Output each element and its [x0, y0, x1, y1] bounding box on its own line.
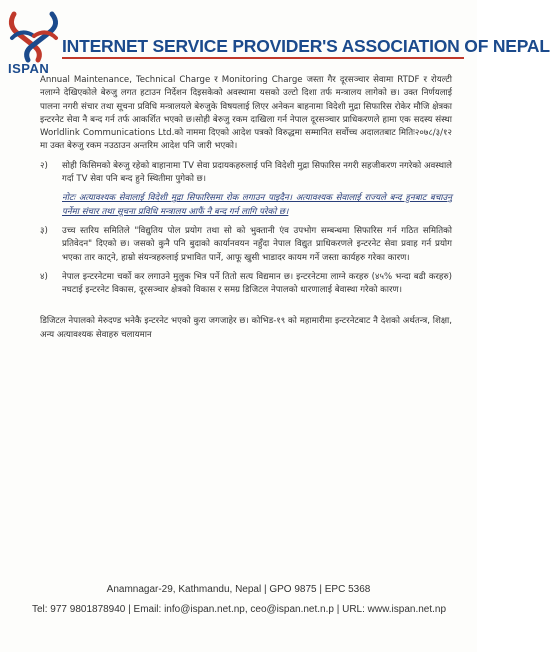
- header-divider: [62, 57, 464, 59]
- item-text: सोही किसिमको बेरुजु रहेको बाहानामा TV सेवा प्रदायकहरुलाई पनि विदेशी मुद्रा सिफारिस नगरी सहजीकरण नगरेको अवस्थाले गर्दा TV सेवा पनि बन्द हुने स्थितीमा पुगेको छ।: [62, 160, 452, 185]
- numbered-list: [40, 160, 452, 298]
- item-number: २): [40, 160, 48, 171]
- organization-name: INTERNET SERVICE PROVIDER'S ASSOCIATION OF NEPAL: [62, 36, 550, 56]
- footer-contact: Tel: 977 9801878940 | Email: info@ispan.net.np, ceo@ispan.net.n.p | URL: www.ispan.net.np: [31, 604, 447, 615]
- logo-wordmark: ISPAN: [8, 61, 50, 76]
- list-item: [40, 271, 452, 298]
- item-text: नेपाल इन्टरनेटमा चर्को कर लगाउने मुलुक भित्र पर्ने तितो सत्य विद्यमान छ। इन्टरनेटमा लाग्ने करहरु (४५% भन्दा बढी करहरु) नघटाई इन्टरनेट विकास, दूरसञ्चार क्षेत्रको विकास र समग्र डिजिटल नेपालको धारणालाई बेवास्था गरेको कारण।: [62, 271, 452, 296]
- item-text: उच्च स्तरिय समितिले "विद्युतिय पोल प्रयोग तथा सो को भुक्तानी एंव उपभोग सम्बन्धमा सिफारिस गर्न गठित समितिको प्रतिवेदन" दिएको छ। जसको कुनै पनि बुदाको कार्यानवयन नहुँदा नेपाल विद्युत प्राधिकरणले इन्टरनेट सेवा प्रवाह गर्न प्रयोग भएका तार काट्ने, हाम्रो संयन्त्रहरुलाई प्रभावित पार्ने, आफू खुसी भाडादर कायम गर्ने जस्ता कार्यहरु गरेका कारण।: [62, 225, 452, 263]
- item-number: ४): [40, 271, 48, 282]
- list-item: [40, 225, 452, 265]
- letterhead-header: [0, 0, 550, 78]
- list-item: [40, 160, 452, 187]
- letterhead-footer: [0, 584, 477, 652]
- footer-address: Anamnagar-29, Kathmandu, Nepal | GPO 9875 | EPC 5368: [106, 584, 371, 595]
- item-number: ३): [40, 225, 48, 236]
- intro-paragraph: Annual Maintenance, Technical Charge र Monitoring Charge जस्ता गैर दूरसञ्चार सेवामा RTDF र रोयल्टी नलाग्ने देखिएकोले बेरुजु लगत हटाउन निर्देशन दिइसकेको अवस्थामा यसको उल्टो दिशा तर्फ मन्त्रालय लागेको छ। उक्त निर्णयलाई पालना नगरी संचार तथा सूचना प्रविधि मन्त्रालयले बेरुजुके विषयलाई लिएर अनेकन बाहनामा विदेशी मुद्रा सिफारिस रोकेर मौजि क्षेत्रका इन्टरनेट सेवा नै बन्द गर्न तर्फ आकर्शित भएको छ।सोही बेरुजु रकम दाखिला गर्न नेपाल दूरसञ्चार प्राधिकरणले हामा एक सदस्य संस्था Worldlink Communications Ltd.को नाममा दिएको आदेश पत्रको विरुद्धमा सम्मानित सर्वोच्च अदालतबाट मितिः२०७८/३/१२ मा उक्त बेरुजु रकम नउठाउन अन्तरिम आदेश पनि जारी भएको।: [40, 75, 452, 152]
- letter-body: [40, 74, 452, 342]
- underlined-note: नोटः अत्यावश्यक सेवालाई विदेशी मुद्रा सिफारिसमा रोक लगाउन पाइदैन। अत्यावश्यक सेवालाई राज्यले बन्द हुनबाट बचाउनु पर्नेमा संचार तथा सूचना प्रविधि मन्त्रालय आफैं नै बन्द गर्न लागि परेको छ।: [62, 193, 452, 217]
- closing-paragraph: डिजिटल नेपालको मेरुदण्ड भनेकै इन्टरनेट भएको कुरा जगजाहेर छ। कोभिड-१९ को महामारीमा इन्टरनेटबाट नै देशको अर्थतन्त्र, शिक्षा, अन्य अत्यावश्यक सेवाहरु चलायमान: [40, 316, 452, 340]
